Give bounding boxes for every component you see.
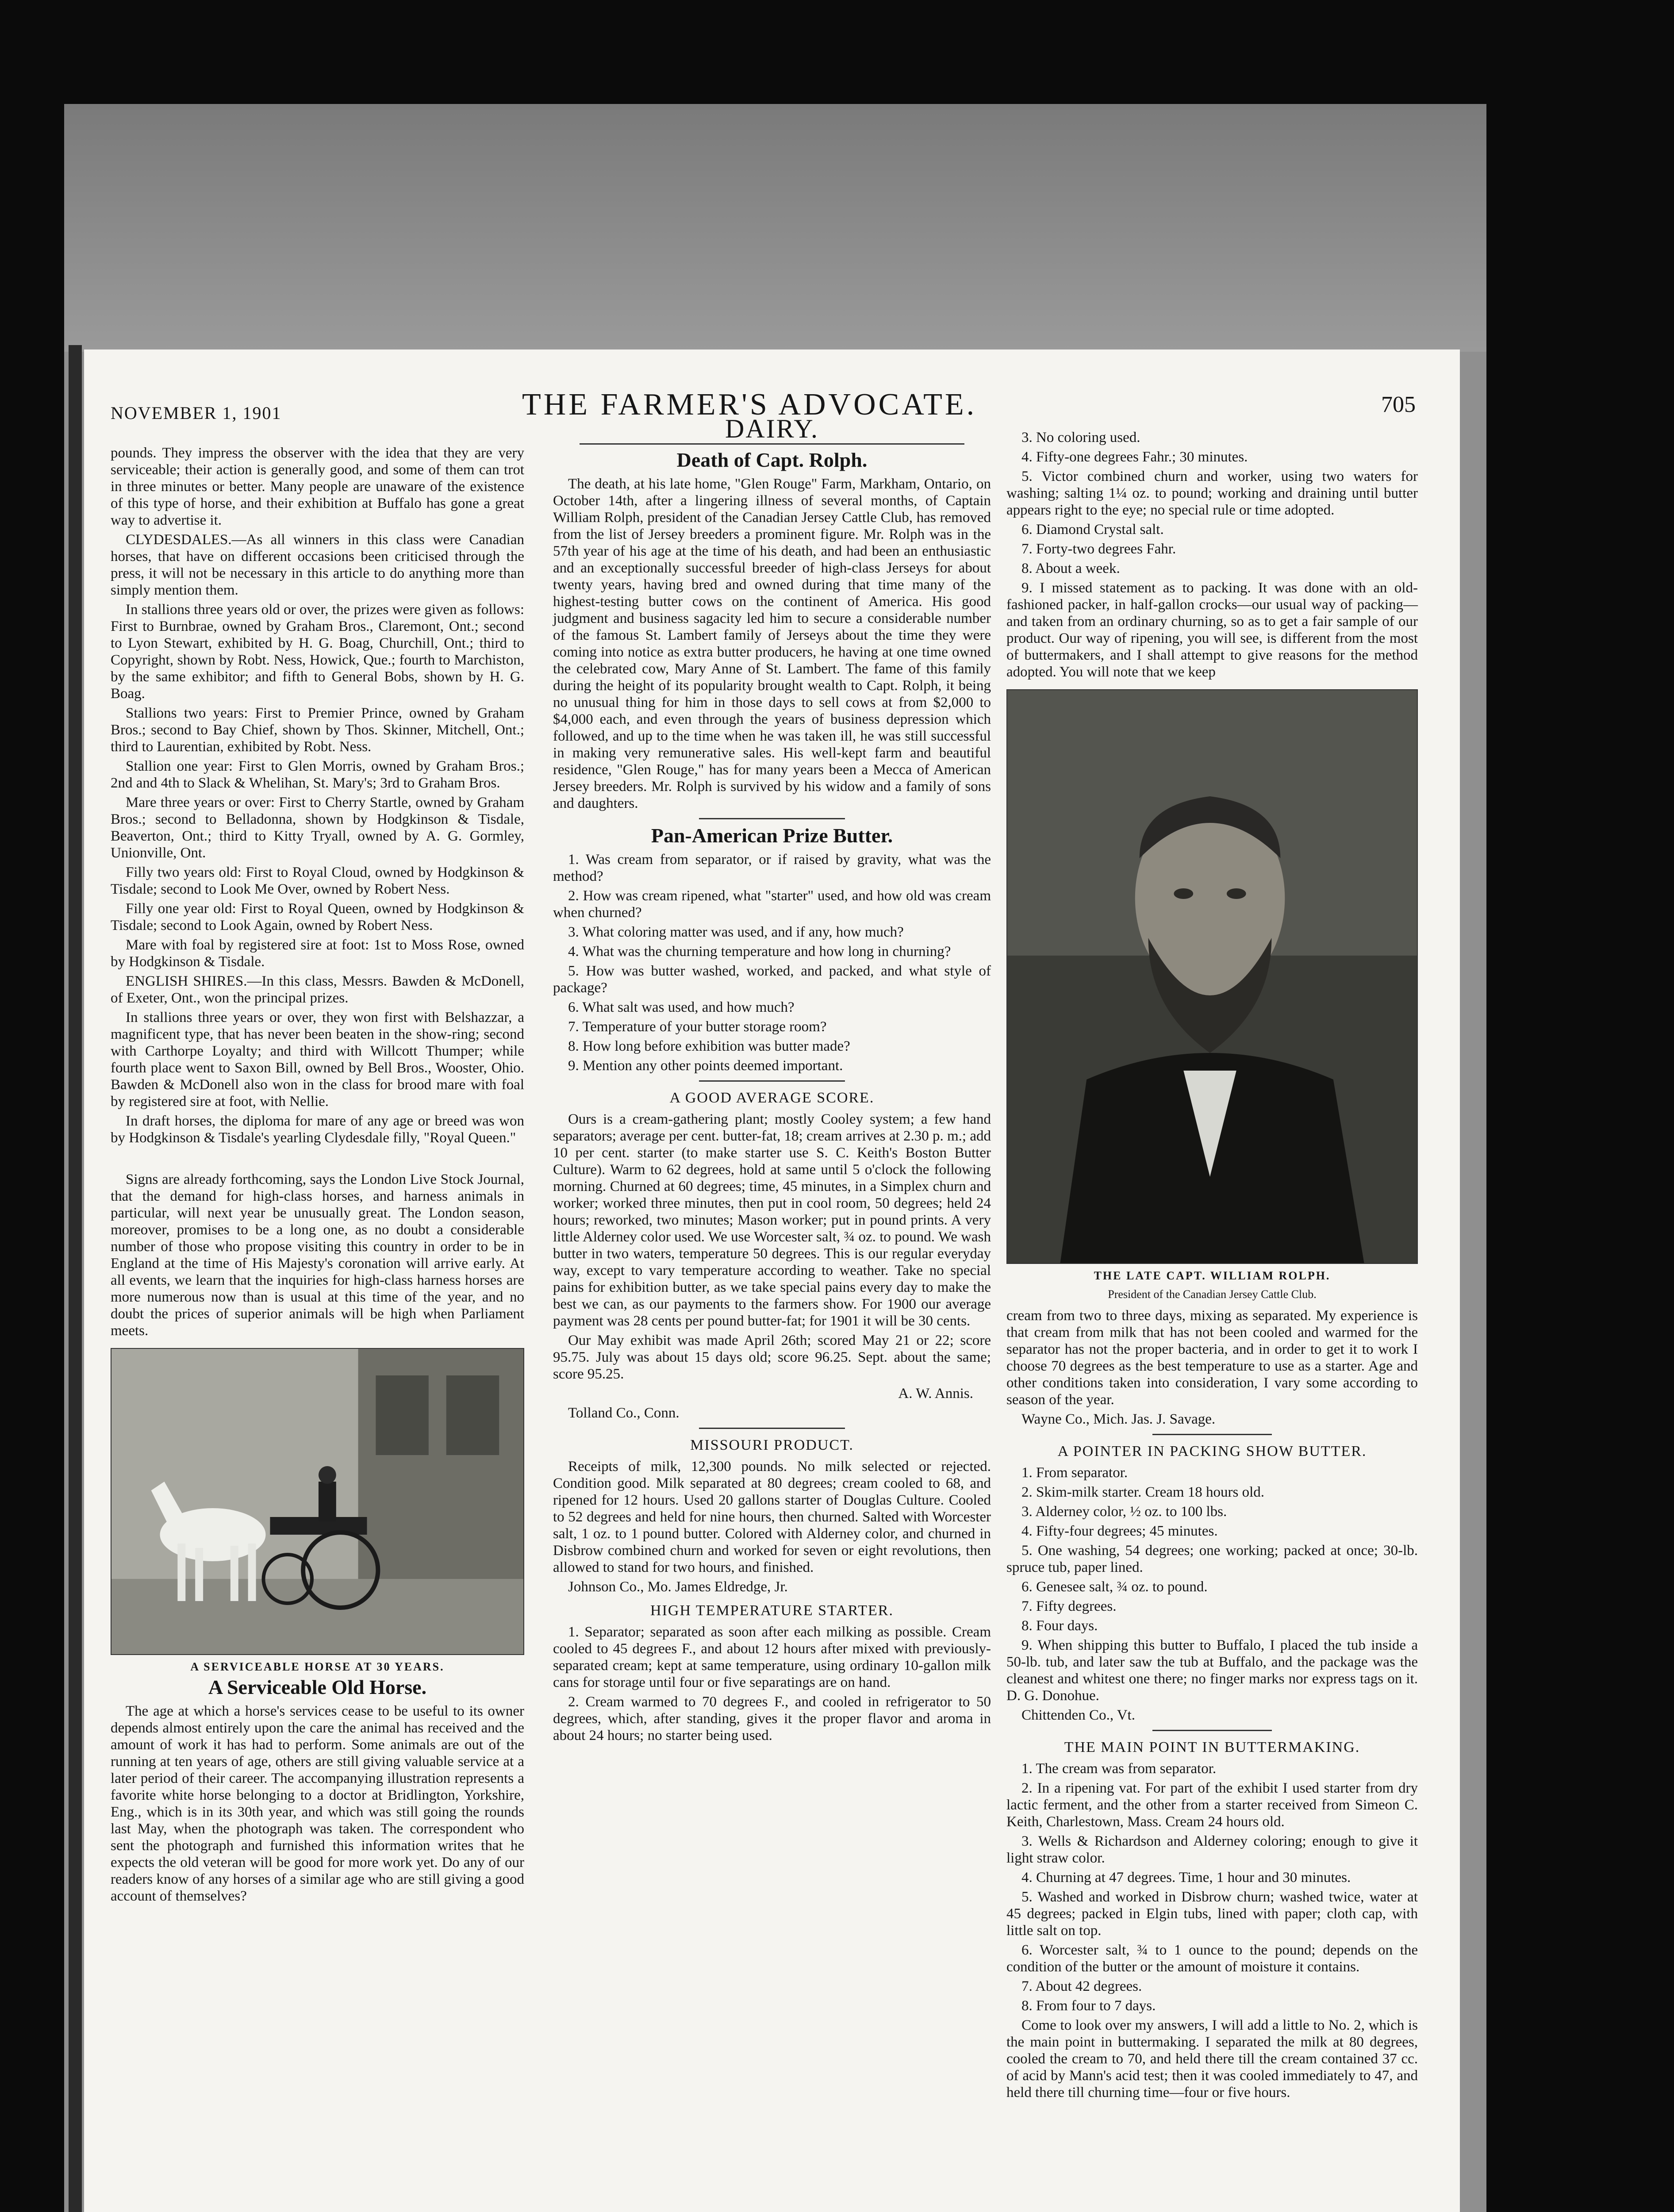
paragraph: Ours is a cream-gathering plant; mostly Cooley system; a few hand separators; average per cent. butter-fat, 18; cream arrives at 2.30 p. m.; add 10 per cent. starter (to make starter use S. C. Keith's Boston Butter Culture). Warm to 62 degrees, hold at same until 5 o'clock the following morning. Churned at 60 degrees; time, 45 minutes, in a Simplex churn and worker; worked three minutes, then put in cool room, 50 degrees; held 24 hours; reworked, two minutes; Mason worker; put in pound prints. A very little Alderney color used. We use Worcester salt, ¾ oz. to pound. We wash butter in two waters, temperature 50 degrees. This is our regular everyday way, except to vary temperature according to weather. Take no special pains for exhibition butter, as we take special pains every day to make the best we can, as our payments to the farmers show. For 1900 our average payment was 28 cents per pound butter-fat; for 1901 it will be 30 cents. (553, 1111, 991, 1329)
portrait-caption: THE LATE CAPT. WILLIAM ROLPH. (1094, 1269, 1331, 1282)
paragraph: In draft horses, the diploma for mare of any age or breed was won by Hodgkinson & Tisdale's yearling Clydesdale filly, "Royal Queen." (111, 1113, 524, 1146)
page-number: 705 (1381, 392, 1416, 417)
paragraph: Stallions two years: First to Premier Prince, owned by Graham Bros.; second to Bay Chief, shown by Thos. Skinner, Mitchell, Ont.; third to Laurentian, exhibited by Robt. Ness. (111, 705, 524, 755)
paragraph: CLYDESDALES.—As all winners in this class were Canadian horses, that have on different occasions been criticised through the press, it will not be necessary in this article to do anything more than simply mention them. (111, 532, 524, 598)
paragraph: The age at which a horse's services cease to be useful to its owner depends almost entirely upon the care the animal has received and the amount of work it has had to perform. Some animals are out of the running at ten years of age, others are still giving valuable service at a later period of their career. The accompanying illustration represents a favorite white horse belonging to a doctor at Bridlington, Yorkshire, Eng., which is in its 30th year, and which was still going the rounds last May, when the photograph was taken. The correspondent who sent the photograph and furnished this information writes that he expects the old veteran will be good for more work yet. Do any of our readers know of any horses of a similar age who are still giving a good account of themselves? (111, 1703, 524, 1904)
divider (699, 1428, 845, 1429)
paragraph: ENGLISH SHIRES.—In this class, Messrs. Bawden & McDonell, of Exeter, Ont., won the principal prizes. (111, 973, 524, 1006)
paragraph: cream from two to three days, mixing as separated. My experience is that cream from milk that has not been cooled and warmed for the separator has not the proper bacteria, and in order to get it to work I choose 70 degrees as the best temperature to use as a starter. Age and other conditions taken into consideration, I vary some according to season of the year. (1006, 1308, 1418, 1408)
paragraph: pounds. They impress the observer with the idea that they are very serviceable; their action is generally good, and some of them can trot in three minutes or better. Many people are unaware of the existence of this type of horse, and their exhibition at Buffalo has gone a great way to advertise it. (111, 445, 524, 528)
list-item: 6. Genesee salt, ¾ oz. to pound. (1021, 1579, 1208, 1595)
paragraph: Mare with foal by registered sire at foot: 1st to Moss Rose, owned by Hodgkinson & Tisdale. (111, 937, 524, 970)
list-item: 7. About 42 degrees. (1021, 1978, 1142, 1994)
paragraph: In stallions three years old or over, the prizes were given as follows: First to Burnbrae, owned by Graham Bros., Claremont, Ont.; second to Lyon Stewart, exhibited by H. G. Boag, Churchill, Ont.; third to Copyright, shown by Robt. Ness, Howick, Que.; fourth to Marchiston, by the same exhibitor; and fifth to General Bobs, shown by H. G. Boag. (111, 602, 524, 702)
portrait-subcaption: President of the Canadian Jersey Cattle Club. (1108, 1288, 1317, 1301)
question-item: 6. What salt was used, and how much? (568, 999, 795, 1015)
divider (1152, 1434, 1272, 1435)
horse-photo-caption: A SERVICEABLE HORSE AT 30 YEARS. (190, 1660, 445, 1673)
question-item: 2. How was cream ripened, what "starter" used, and how old was cream when churned? (553, 888, 991, 921)
list-item: 8. Four days. (1021, 1618, 1098, 1634)
subsection-title: A POINTER IN PACKING SHOW BUTTER. (1057, 1443, 1367, 1459)
column-1 (111, 445, 524, 1907)
list-item: 4. Churning at 47 degrees. Time, 1 hour and 30 minutes. (1021, 1870, 1351, 1886)
article-title: Pan-American Prize Butter. (651, 824, 893, 847)
paragraph: The death, at his late home, "Glen Rouge" Farm, Markham, Ontario, on October 14th, after a lingering illness of several months, of Captain William Rolph, president of the Canadian Jersey Cattle Club, has removed from the list of Jersey breeders a prominent figure. Mr. Rolph was in the 57th year of his age at the time of his death, and had been an enthusiastic and an exceptionally successful breeder of high-class Jerseys for about twenty years, having bred and owned during that time many of the highest-testing butter cows on the continent of America. His good judgment and business sagacity led him to secure a considerable number of the famous St. Lambert family of Jerseys about the time they were coming into notice as extra butter producers, he having at one time owned the celebrated cow, Mary Anne of St. Lambert. The fame of this family during the height of its popularity brought wealth to Capt. Rolph, it being no unusual thing for him in those days to sell cows at from $2,000 to $4,000 each, and even through the years of business depression which followed, and up to the time when he was taken ill, he was still successful in making very remunerative sales. His well-kept farm and beautiful residence, "Glen Rouge," has for many years been a Mecca of American Jersey breeders. Mr. Rolph is survived by his widow and a family of sons and daughters. (553, 476, 991, 811)
paragraph: Mare three years or over: First to Cherry Startle, owned by Graham Bros.; second to Belladonna, shown by Hodgkinson & Tisdale, Beaverton, Ont.; third to Kitty Tryall, owned by A. G. Gormley, Unionville, Ont. (111, 795, 524, 861)
list-item: 1. From separator. (1021, 1465, 1128, 1481)
divider (699, 1080, 845, 1082)
subsection-title: MISSOURI PRODUCT. (690, 1437, 854, 1453)
scan-top-shadow (64, 104, 1486, 352)
subsection-title: THE MAIN POINT IN BUTTERMAKING. (1064, 1739, 1360, 1755)
list-item: 3. No coloring used. (1021, 430, 1140, 445)
paragraph: Signs are already forthcoming, says the London Live Stock Journal, that the demand for high-class horses, and harness animals in particular, will next year be unusually great. The London season, moreover, promises to be a long one, as no doubt a considerable number of those who propose visiting this country in order to be in England at the time of His Majesty's coronation will arrive early. At all events, we learn that the inquiries for high-class harness horses are more numerous now than is usual at this time of the year, and no doubt the prices of superior animals will be high when Parliament meets. (111, 1171, 524, 1339)
place-line: Chittenden Co., Vt. (1021, 1707, 1135, 1723)
page-edge (69, 345, 82, 2212)
list-item: 3. Wells & Richardson and Alderney coloring; enough to give it light straw color. (1006, 1833, 1418, 1866)
article-title: A Serviceable Old Horse. (208, 1676, 427, 1698)
horse-photo-illustration (111, 1349, 523, 1654)
subsection-title: HIGH TEMPERATURE STARTER. (650, 1602, 894, 1619)
column-3 (1006, 429, 1418, 2104)
horse-carriage-photo (111, 1348, 524, 1655)
list-item: 9. When shipping this butter to Buffalo, I placed the tub inside a 50-lb. tub, and later saw the tub at Buffalo, and the package was the cleanest and whitest one there; no finger marks nor express tags on it. D. G. Donohue. (1006, 1637, 1418, 1704)
question-item: 1. Was cream from separator, or if raised by gravity, what was the method? (553, 852, 991, 884)
paragraph: In stallions three years or over, they won first with Belshazzar, a magnificent type, that has never been beaten in the show-ring; second with Carthorpe Loyalty; and third with Willcott Thumper; while fourth place went to Saxon Bill, owned by Bell Bros., Wooster, Ohio. Bawden & McDonell also won in the class for brood mare with foal by registered sire at foot, with Nellie. (111, 1010, 524, 1110)
section-title-dairy: DAIRY. (725, 414, 819, 443)
list-item: 2. Cream warmed to 70 degrees F., and cooled in refrigerator to 50 degrees, which, after standing, gives it the proper flavor and aroma in about 24 hours; no starter being used. (553, 1694, 991, 1743)
article-title: Death of Capt. Rolph. (676, 449, 868, 471)
signature: Johnson Co., Mo. James Eldredge, Jr. (568, 1579, 788, 1595)
rolph-portrait-photo (1006, 689, 1418, 1264)
subsection-title: A GOOD AVERAGE SCORE. (669, 1090, 875, 1106)
question-item: 8. How long before exhibition was butter made? (568, 1038, 850, 1054)
list-item: 5. One washing, 54 degrees; one working; packed at once; 30-lb. spruce tub, paper lined. (1006, 1543, 1418, 1575)
list-item: 8. About a week. (1021, 561, 1120, 576)
list-item: 4. Fifty-one degrees Fahr.; 30 minutes. (1021, 449, 1248, 465)
column-2 (553, 414, 991, 1747)
issue-date: NOVEMBER 1, 1901 (111, 403, 282, 423)
question-item: 5. How was butter washed, worked, and packed, and what style of package? (553, 963, 991, 996)
spacer (111, 1149, 524, 1171)
paragraph: Filly two years old: First to Royal Cloud, owned by Hodgkinson & Tisdale; second to Look Me Over, owned by Robert Ness. (111, 864, 524, 897)
list-item: 6. Worcester salt, ¾ to 1 ounce to the pound; depends on the condition of the butter or the amount of moisture it contains. (1006, 1942, 1418, 1975)
list-item: 1. Separator; separated as soon after each milking as possible. Cream cooled to 45 degrees F., and about 12 hours after mixed with previously-separated cream; kept at same temperature, using ordinary 10-gallon milk cans for storage until four or five separatings are on hand. (553, 1624, 991, 1690)
place-line: Tolland Co., Conn. (568, 1405, 680, 1421)
divider (699, 818, 845, 819)
divider (1152, 1730, 1272, 1731)
paragraph: Filly one year old: First to Royal Queen, owned by Hodgkinson & Tisdale; second to Look Again, owned by Robert Ness. (111, 901, 524, 933)
film-gutter (1486, 104, 1632, 2212)
divider (580, 443, 964, 445)
list-item: 7. Fifty degrees. (1021, 1598, 1117, 1614)
signature: A. W. Annis. (898, 1386, 973, 1402)
list-item: 7. Forty-two degrees Fahr. (1021, 541, 1176, 557)
question-item: 3. What coloring matter was used, and if any, how much? (568, 924, 904, 940)
paragraph: Receipts of milk, 12,300 pounds. No milk selected or rejected. Condition good. Milk separated at 80 degrees; cream cooled to 68, and ripened for 12 hours. Used 20 gallons starter of Douglas Culture. Cooled to 52 degrees and held for nine hours, then churned. Salted with Worcester salt, 1 oz. to 1 pound butter. Colored with Alderney color, and churned in Disbrow combined churn and worked for seven or eight revolutions, then allowed to stand for two hours, and finished. (553, 1459, 991, 1575)
list-item: Come to look over my answers, I will add a little to No. 2, which is the main point in buttermaking. I separated the milk at 80 degrees, cooled the cream to 70, and held there till the cream contained 37 cc. of acid by Mann's acid test; then it was cooled immediately to 47, and held there till churning time—four or five hours. (1006, 2017, 1418, 2101)
question-item: 9. Mention any other points deemed important. (568, 1058, 843, 1074)
paragraph: Our May exhibit was made April 26th; scored May 21 or 22; score 95.75. July was about 15 days old; score 96.25. Sept. about the same; score 95.25. (553, 1333, 991, 1382)
list-item: 5. Victor combined churn and worker, using two waters for washing; salting 1¼ oz. to pound; working and draining until butter appears right to the eye; no special rule or time adopted. (1006, 469, 1418, 518)
publication-title: THE FARMER'S ADVOCATE. (522, 388, 977, 422)
question-item: 4. What was the churning temperature and how long in churning? (568, 944, 951, 960)
list-item: 9. I missed statement as to packing. It was done with an old-fashioned packer, in half-gallon crocks—our usual way of packing—and taken from an ordinary churning, so as to get a fair sample of our product. Our way of ripening, you will see, is different from the most of buttermakers, and I shall attempt to give reasons for the method adopted. You will note that we keep (1006, 580, 1418, 680)
paragraph: Stallion one year: First to Glen Morris, owned by Graham Bros.; 2nd and 4th to Slack & Whelihan, St. Mary's; 3rd to Graham Bros. (111, 758, 524, 791)
list-item: 3. Alderney color, ½ oz. to 100 lbs. (1021, 1504, 1227, 1520)
portrait-illustration (1007, 690, 1417, 1263)
list-item: 6. Diamond Crystal salt. (1021, 522, 1164, 538)
signature: Wayne Co., Mich. Jas. J. Savage. (1021, 1411, 1216, 1427)
list-item: 4. Fifty-four degrees; 45 minutes. (1021, 1523, 1218, 1539)
list-item: 1. The cream was from separator. (1021, 1761, 1217, 1777)
question-item: 7. Temperature of your butter storage room? (568, 1019, 827, 1035)
list-item: 2. Skim-milk starter. Cream 18 hours old. (1021, 1484, 1265, 1500)
list-item: 5. Washed and worked in Disbrow churn; washed twice, water at 45 degrees; packed in Elgin tubs, lined with paper; cloth cap, with little salt on top. (1006, 1889, 1418, 1939)
list-item: 8. From four to 7 days. (1021, 1998, 1156, 2014)
list-item: 2. In a ripening vat. For part of the exhibit I used starter from dry lactic ferment, and the other from a starter received from Simeon C. Keith, Charlestown, Mass. Cream 24 hours old. (1006, 1780, 1418, 1830)
